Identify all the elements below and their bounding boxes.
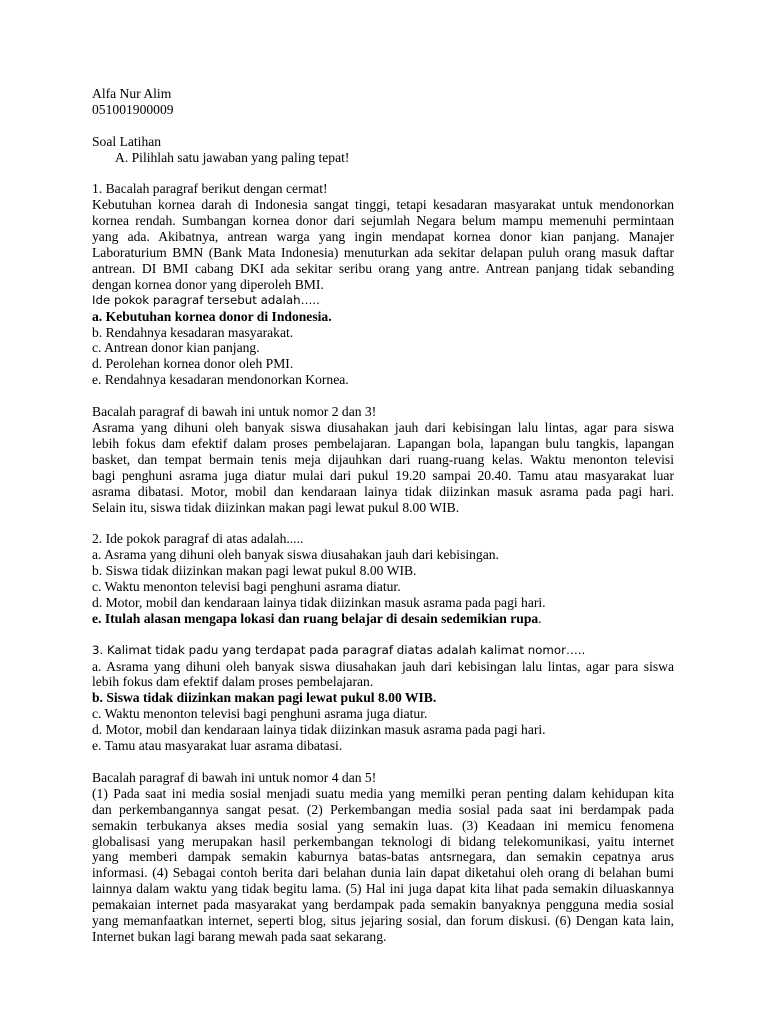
q45-paragraph-line: pemakaian internet pada masyarakat yang berdampak pada semakin banyaknya pengguna media sosial [92,897,674,913]
q3-option-d: d. Motor, mobil dan kendaraan lainya tidak diizinkan masuk asrama pada pagi hari. [92,722,546,738]
q23-paragraph-line: asrama dibatasi. Motor, mobil dan kendaraan lainya tidak diizinkan masuk asrama pada pagi hari. [92,483,674,499]
q1-question: Ide pokok paragraf tersebut adalah….. [92,292,320,307]
q2-option-e-period: . [538,610,542,626]
q3-option-a: a. Asrama yang dihuni oleh banyak siswa diusahakan jauh dari kebisingan lalu lintas, agar para siswa [92,658,674,674]
q2-option-c: c. Waktu menonton televisi bagi penghuni asrama diatur. [92,579,401,595]
q45-paragraph-line: yang memberi dampak semakin kaburnya batas-batas antsrnegara, dan semakin cepatnya arus [92,849,674,865]
q1-option-c: c. Antrean donor kian panjang. [92,340,260,356]
q3-option-c: c. Waktu menonton televisi bagi penghuni asrama juga diatur. [92,706,428,722]
q45-paragraph [92,786,674,945]
q1-paragraph-line: Kebutuhan kornea darah di Indonesia sangat tinggi, tetapi kesadaran masyarakat untuk mendonorkan [92,197,674,213]
q2-question: 2. Ide pokok paragraf di atas adalah..... [92,531,304,547]
q45-paragraph-line: (1) Pada saat ini media sosial menjadi suatu media yang memilki peran penting dalam kehidupan kita [92,785,674,801]
q1-option-b: b. Rendahnya kesadaran masyarakat. [92,324,294,340]
q45-paragraph-line: Internet bukan lagi barang mewah pada saat sekarang. [92,928,387,944]
q23-paragraph-line: lebih fokus dam efektif dalam proses pembelajaran. Lapangan bola, lapangan bulu tangkis, lapangan [92,435,674,451]
q3-option-e: e. Tamu atau masyarakat luar asrama dibatasi. [92,738,343,754]
q1-paragraph-line: dengan kornea donor yang diperoleh BMI. [92,276,324,292]
q23-paragraph-line: Asrama yang dihuni oleh banyak siswa diusahakan jauh dari kebisingan lalu lintas, agar para siswa [92,419,674,435]
q2-option-d: d. Motor, mobil dan kendaraan lainya tidak diizinkan masuk asrama pada pagi hari. [92,594,546,610]
q23-paragraph-line: basket, dan tempat bermain tenis meja dijauhkan dari ruang-ruang kelas. Waktu menonton televisi [92,451,674,467]
q45-paragraph-line: globalisasi yang merupakan hasil perkembangan teknologi di bidang telekomunikasi, yaitu internet [92,833,674,849]
q45-intro: Bacalah paragraf di bawah ini untuk nomor 4 dan 5! [92,769,377,785]
q45-paragraph-line: informasi. (4) Sebagai contoh berita dari belahan dunia lain dapat diketahui oleh orang di belahan bumi [92,865,674,881]
q23-intro: Bacalah paragraf di bawah ini untuk nomor 2 dan 3! [92,404,377,420]
document-page [92,86,674,945]
q45-paragraph-line: dan perkembangannya sangat pesat. (2) Perkembangan media sosial pada saat ini berdampak pada [92,801,674,817]
q1-option-d: d. Perolehan kornea donor oleh PMI. [92,356,294,372]
student-id: 051001900009 [92,101,174,117]
q45-paragraph-line: semakin terbukanya akses media sosial yang semakin luas. (3) Keadaan ini memicu fenomena [92,817,674,833]
q3-option-b: b. Siswa tidak diizinkan makan pagi lewat pukul 8.00 WIB. [92,690,437,706]
spacer [92,627,674,643]
q2-option-a: a. Asrama yang dihuni oleh banyak siswa diusahakan jauh dari kebisingan. [92,547,499,563]
spacer [92,166,674,182]
spacer [92,754,674,770]
section-title: Soal Latihan [92,133,162,149]
q23-paragraph-line: Selain itu, siswa tidak diizinkan makan pagi lewat pukul 8.00 WIB. [92,499,460,515]
q23-paragraph-line: bagi penghuni asrama juga diatur mulai dari pukul 19.20 sampai 20.40. Tamu atau masyarakat luar [92,467,674,483]
spacer [92,388,674,404]
spacer [92,118,674,134]
q1-intro: 1. Bacalah paragraf berikut dengan cermat! [92,181,328,197]
q1-option-e: e. Rendahnya kesadaran mendonorkan Kornea. [92,372,349,388]
q45-paragraph-line: lainnya dalam waktu yang tidak begitu lama. (5) Hal ini juga dapat kita lihat pada semakin diluaskannya [92,881,674,897]
q3-option-a-cont: lebih fokus dam efektif dalam proses pembelajaran. [92,674,374,690]
section-instruction: A. Pilihlah satu jawaban yang paling tepat! [115,149,350,165]
q1-paragraph-line: kornea rendah. Sumbangan kornea donor dari sejumlah Negara belum mampu memenuhi permintaan [92,213,674,229]
q2-option-e-text: e. Itulah alasan mengapa lokasi dan ruang belajar di desain sedemikian rupa [92,610,539,626]
q23-paragraph [92,420,674,515]
author-name: Alfa Nur Alim [92,86,172,101]
spacer [92,515,674,531]
q2-option-e [92,611,674,627]
q1-paragraph [92,197,674,292]
q1-paragraph-line: Laboraturium BMN (Bank Mata Indonesia) menuturkan ada sekitar delapan puluh orang masuk daftar [92,245,674,261]
q1-paragraph-line: yang ada. Akibatnya, antrean warga yang ingin mendapat kornea donor kian panjang. Manajer [92,229,674,245]
q1-option-a: a. Kebutuhan kornea donor di Indonesia. [92,308,332,324]
q3-question: 3. Kalimat tidak padu yang terdapat pada paragraf diatas adalah kalimat nomor….. [92,642,586,657]
q2-option-b: b. Siswa tidak diizinkan makan pagi lewat pukul 8.00 WIB. [92,563,417,579]
q1-paragraph-line: antrean. DI BMI cabang DKI ada sekitar seribu orang yang antre. Antrean panjang tidak sebanding [92,260,674,276]
q45-paragraph-line: yang memanfaatkan internet, seperti blog, situs jejaring sosial, dan forum diskusi. (6) Dengan kata lain, [92,913,674,929]
